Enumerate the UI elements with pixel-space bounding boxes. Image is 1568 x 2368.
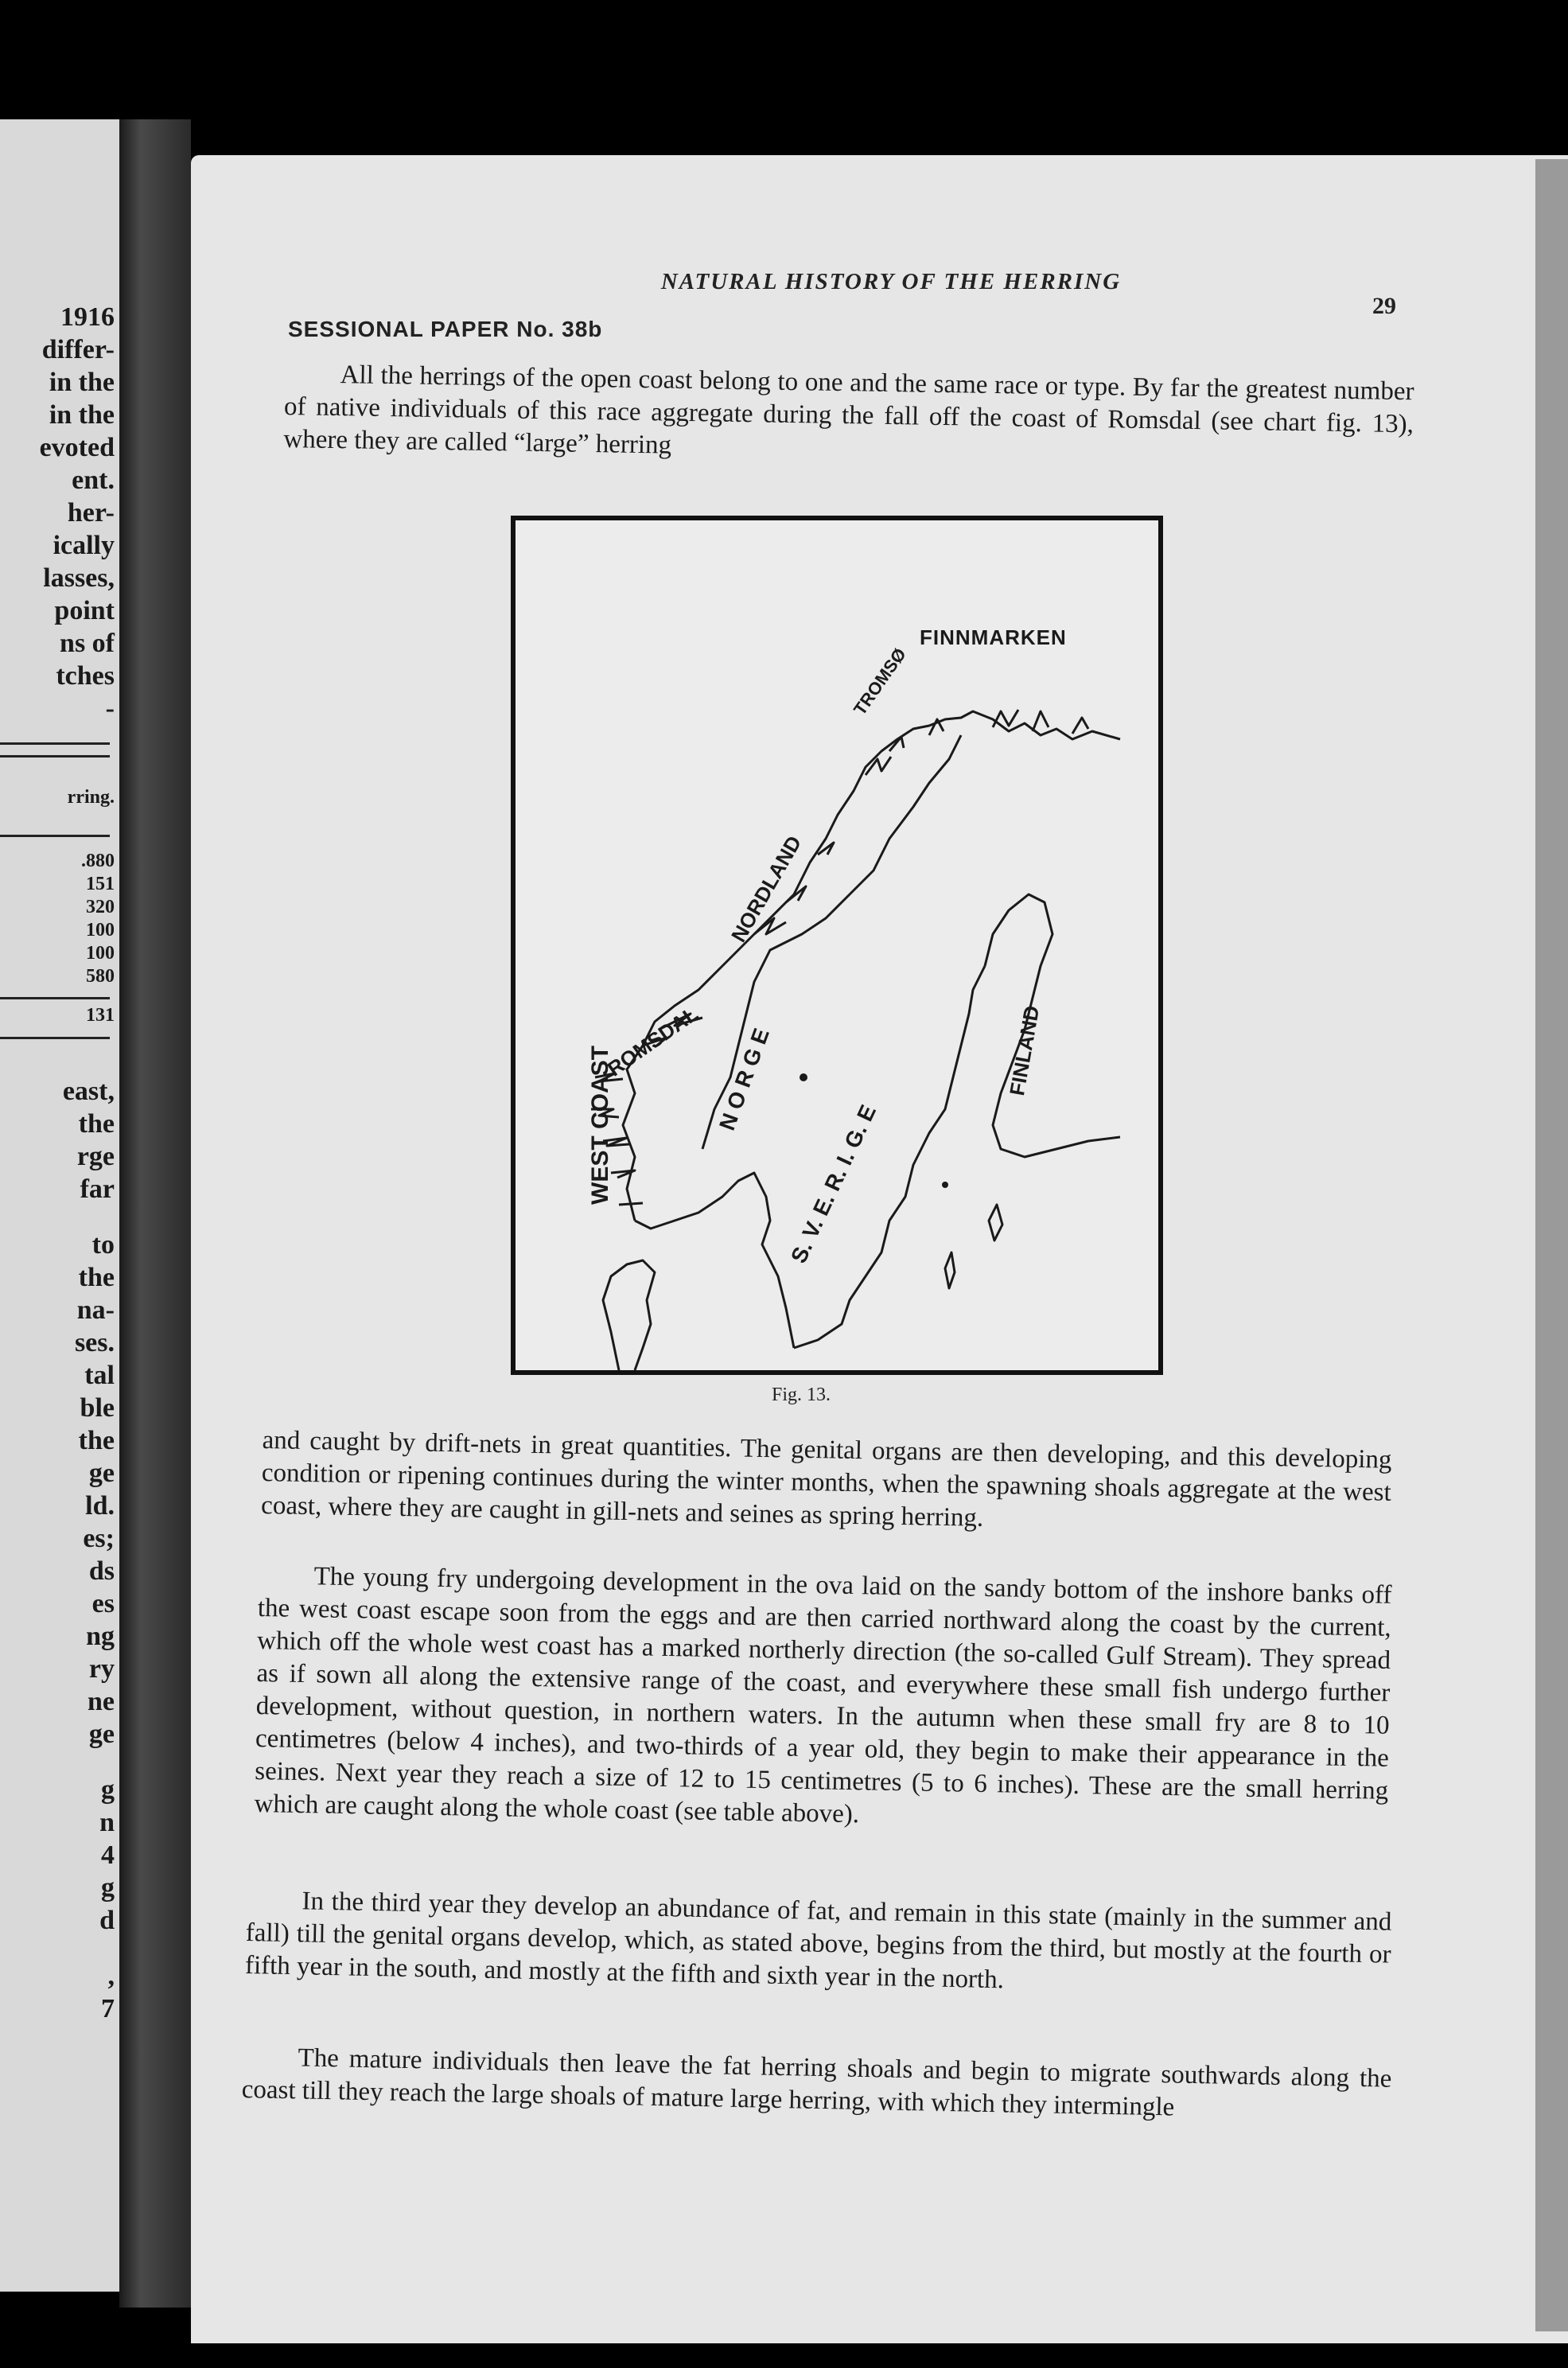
left-page-line: ns of: [60, 629, 115, 658]
left-page-line: lasses,: [43, 563, 115, 593]
label-west-coast: WEST COAST: [587, 1046, 613, 1205]
map-dot: [800, 1073, 807, 1081]
left-page-line: .880: [81, 851, 115, 871]
left-page-line: evoted: [39, 433, 115, 462]
left-page-line: na-: [76, 1295, 115, 1325]
left-page-line: ng: [86, 1622, 115, 1651]
left-page-rule: [0, 835, 110, 837]
left-page-line: 131: [86, 1005, 115, 1026]
label-finnmarken: FINNMARKEN: [920, 625, 1067, 649]
page-gutter: [119, 119, 191, 2308]
label-tromso: TROMSØ: [850, 644, 910, 719]
finland-coast: [985, 894, 1120, 1157]
map-dot: [942, 1182, 948, 1188]
left-page-line: rge: [76, 1142, 115, 1171]
label-nordland: NORDLAND: [726, 832, 807, 946]
left-page-line: 100: [86, 920, 115, 941]
left-page-line: ge: [88, 1459, 115, 1488]
left-page-line: ,: [107, 1961, 115, 1991]
label-finland: FINLAND: [1005, 1003, 1045, 1098]
left-page-line: d: [99, 1906, 115, 1935]
left-page-line: 100: [86, 943, 115, 964]
paragraph-1: All the herrings of the open coast belong to one and the same race or type. By far the greatest number of native individuals of this race aggregate during the fall off the coast of Romsdal (see chart fig. 13), where they are called “large” herring: [283, 360, 1414, 460]
sweden-east-coast: [794, 966, 985, 1348]
left-page-line: ld.: [85, 1491, 115, 1521]
left-page-line: ry: [88, 1654, 115, 1684]
paragraph-4: In the third year they develop an abundance of fat, and remain in this state (mainly in the summer and fall) till the genital organs develop, which, as stated above, begins from the third, but mostly at the fourth or fifth year in the south, and mostly at the fifth and sixth year in the north.: [244, 1887, 1392, 1995]
label-romsdal: ROMSDAL: [603, 1001, 702, 1081]
left-page-rule: [0, 742, 110, 745]
left-page-line: the: [78, 1426, 115, 1455]
left-page-rule: [0, 1037, 110, 1039]
left-page-line: 4: [101, 1840, 115, 1870]
left-page-line: rring.: [67, 787, 115, 808]
denmark-outline: [603, 1260, 655, 1370]
south-coast: [635, 1173, 794, 1348]
left-page-line: to: [91, 1230, 115, 1260]
left-page-line: ge: [88, 1720, 115, 1749]
left-page-rule: [0, 997, 110, 999]
label-norge: N O R G E: [714, 1025, 774, 1134]
norway-coastline: [623, 711, 1120, 1221]
left-page-line: the: [78, 1109, 115, 1139]
left-page-line: in the: [49, 368, 115, 397]
left-page-line: in the: [49, 400, 115, 430]
paragraph-5: The mature individuals then leave the fat herring shoals and begin to migrate southwards along the coast till they reach the large shoals of mature large herring, with which they intermingle: [241, 2043, 1392, 2122]
fjords-north: [866, 710, 1088, 775]
figure-caption: Fig. 13.: [772, 1385, 831, 1405]
left-page-line: her-: [67, 498, 115, 528]
left-page-line: far: [80, 1174, 115, 1204]
page-edge: [1535, 159, 1568, 2331]
paragraph-2: and caught by drift-nets in great quantities. The genital organs are then developing, and this developing condition or ripening continues during the winter months, when the spawning shoals aggregate at the west coast, where they are caught in gill-nets and seines as spring herring.: [260, 1425, 1392, 1533]
left-page-line: n: [99, 1808, 115, 1837]
paragraph-3: The young fry undergoing development in the ova laid on the sandy bottom of the inshore banks off the west coast escape soon from the eggs and are then carried northward along the coast by the current, which off the whole west coast has a marked northerly direction (the so-called Gulf Stream). They spread as if sown all along the extensive range of the coast, and everywhere these small fish undergo further development, without question, in northern waters. In the autumn when these small fry are 8 to 10 centimetres (below 4 inches), and two-thirds of a year old, they begin to make their appearance in the seines. Next year they reach a size of 12 to 15 centimetres (5 to 6 inches). These are the small herring which are caught along the whole coast (see table above).: [254, 1562, 1392, 1829]
running-head: NATURAL HISTORY OF THE HERRING: [660, 269, 1122, 294]
sessional-paper-label: SESSIONAL PAPER No. 38b: [288, 317, 603, 341]
left-page-fragment: [0, 119, 119, 2292]
left-page-line: the: [78, 1263, 115, 1292]
left-page-line: ne: [88, 1687, 115, 1716]
left-page-line: east,: [62, 1077, 115, 1106]
left-page-line: 320: [86, 897, 115, 917]
left-page-line: point: [54, 596, 115, 625]
left-page-line: g: [101, 1873, 115, 1903]
left-page-line: ses.: [74, 1328, 115, 1357]
left-page-line: es;: [83, 1524, 115, 1553]
left-page-line: ent.: [72, 465, 115, 495]
left-page-line: tches: [56, 661, 115, 691]
left-page-line: differ-: [41, 335, 115, 364]
left-page-line: -: [105, 694, 115, 723]
left-page-line: ically: [53, 531, 115, 560]
map-figure: [511, 516, 1163, 1375]
left-page-line: 151: [86, 874, 115, 894]
gotland-island: [989, 1205, 1002, 1240]
left-page-line: 580: [86, 966, 115, 987]
left-page-line: 1916: [60, 302, 115, 332]
left-page-rule: [0, 755, 110, 758]
left-page-line: ds: [88, 1556, 115, 1586]
page-number: 29: [1372, 293, 1396, 319]
left-page-line: 7: [101, 1994, 115, 2023]
oland-island: [945, 1252, 955, 1288]
left-page-line: es: [91, 1589, 115, 1618]
left-page-line: ble: [80, 1393, 115, 1423]
left-page-line: g: [101, 1775, 115, 1805]
label-sverige: S. V. E. R. I. G. E: [786, 1100, 881, 1268]
left-page-line: tal: [84, 1361, 115, 1390]
